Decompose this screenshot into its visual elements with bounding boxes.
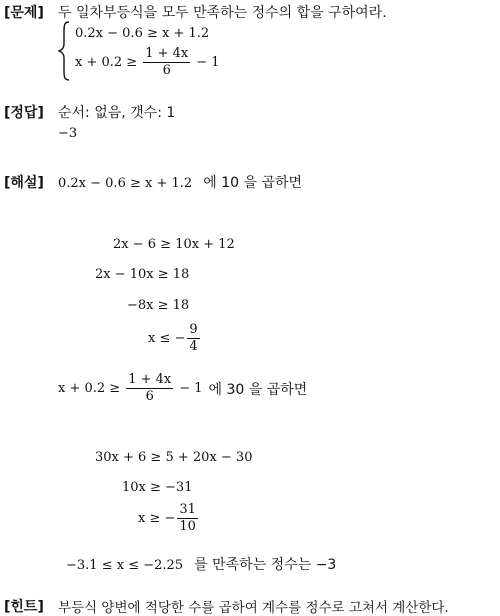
step-1-line-4-left: x ≤ − — [148, 331, 186, 346]
system-brace-icon — [58, 20, 72, 82]
step-2-line-3 — [138, 502, 200, 535]
fraction-denominator: 6 — [162, 63, 171, 78]
solution-label: [해설] — [4, 175, 44, 191]
step-1-line-4-fraction — [187, 322, 199, 355]
fraction-numerator: 31 — [179, 502, 196, 517]
fraction-numerator: 9 — [189, 322, 198, 337]
inequality-2-left: x + 0.2 ≥ — [75, 55, 138, 70]
solution-intro-2-left: x + 0.2 ≥ — [58, 381, 121, 396]
solution-intro-1-math: 0.2x − 0.6 ≥ x + 1.2 — [58, 176, 193, 191]
hint-text: 부등식 양변에 적당한 수를 곱하여 계수를 정수로 고쳐서 계산한다. — [58, 600, 449, 616]
solution-intro-1-text: 에 10 을 곱하면 — [203, 175, 303, 191]
solution-intro-2-right: − 1 — [179, 381, 203, 396]
solution-intro-1 — [58, 172, 302, 192]
step-1-line-1: 2x − 6 ≥ 10x + 12 — [113, 237, 235, 252]
answer-line-1: 순서: 없음, 갯수: 1 — [58, 105, 176, 121]
fraction-denominator: 6 — [145, 389, 154, 404]
inequality-2-right: − 1 — [196, 55, 220, 70]
fraction-denominator: 10 — [179, 519, 196, 534]
fraction-numerator: 1 + 4x — [128, 372, 172, 387]
hint-label: [힌트] — [4, 599, 44, 615]
solution-intro-2-text: 에 30 을 곱하면 — [208, 381, 308, 398]
step-1-line-4 — [148, 322, 202, 355]
solution-conclusion — [66, 554, 336, 574]
fraction-numerator: 1 + 4x — [145, 46, 189, 61]
solution-intro-2 — [58, 372, 307, 405]
answer-line-2: −3 — [58, 126, 78, 141]
step-2-line-3-left: x ≥ − — [138, 511, 176, 526]
step-1-line-2: 2x − 10x ≥ 18 — [95, 267, 190, 282]
inequality-2 — [75, 46, 220, 79]
problem-label: [문제] — [4, 5, 44, 21]
problem-text: 두 일차부등식을 모두 만족하는 정수의 합을 구하여라. — [58, 5, 387, 21]
step-2-line-3-fraction — [177, 502, 198, 535]
step-2-line-2: 10x ≥ −31 — [122, 480, 193, 495]
step-2-line-1: 30x + 6 ≥ 5 + 20x − 30 — [95, 450, 253, 465]
step-1-line-3: −8x ≥ 18 — [127, 298, 190, 313]
solution-conclusion-text: 를 만족하는 정수는 −3 — [194, 557, 337, 573]
fraction-denominator: 4 — [189, 339, 198, 354]
inequality-1: 0.2x − 0.6 ≥ x + 1.2 — [75, 26, 210, 41]
solution-intro-2-fraction — [126, 372, 173, 405]
inequality-2-fraction — [143, 46, 190, 79]
answer-label: [정답] — [4, 105, 44, 121]
solution-conclusion-math: −3.1 ≤ x ≤ −2.25 — [66, 558, 184, 573]
